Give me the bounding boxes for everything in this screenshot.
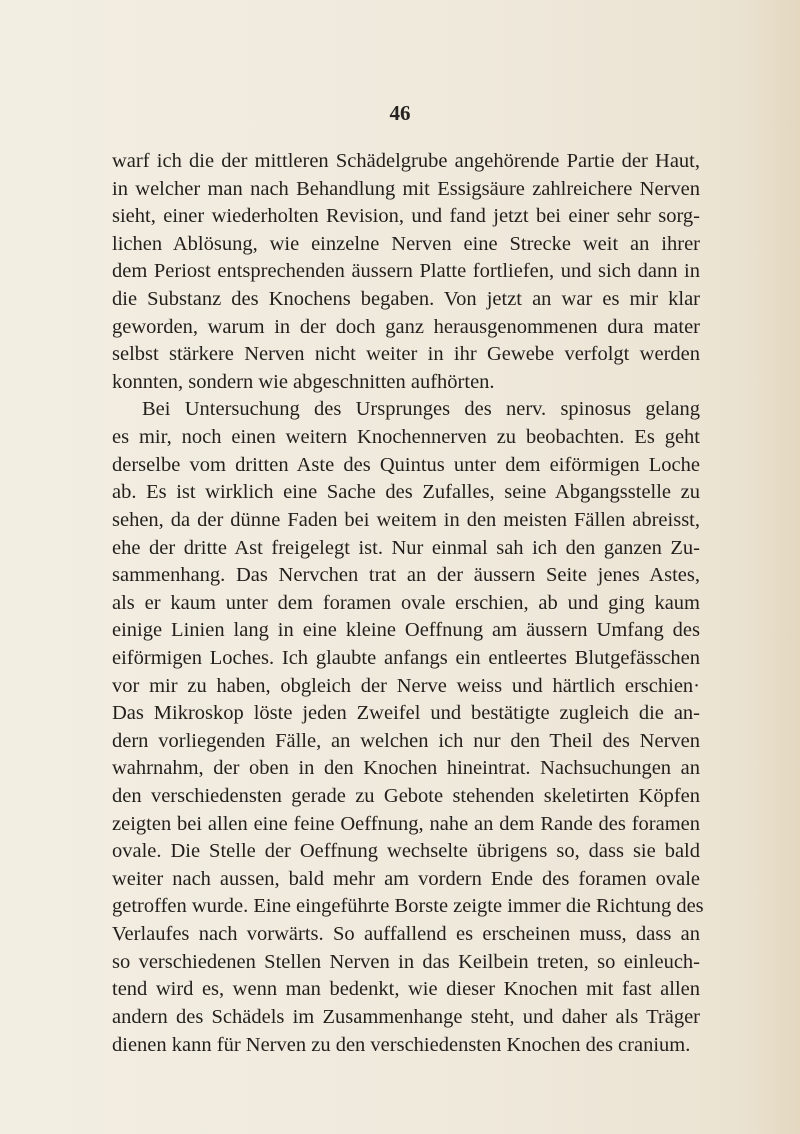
text-line: in welcher man nach Behandlung mit Essigsäure zahlreichere Nerven [112, 177, 700, 200]
text-line: sehen, da der dünne Faden bei weitem in den meisten Fällen abreisst, [112, 508, 700, 531]
body-text [112, 148, 704, 1059]
text-line: ab. Es ist wirklich eine Sache des Zufalles, seine Abgangsstelle zu [112, 481, 700, 504]
text-line: so verschiedenen Stellen Nerven in das Keilbein treten, so einleuch- [112, 950, 700, 973]
text-line: die Substanz des Knochens begaben. Von jetzt an war es mir klar [112, 288, 700, 311]
text-line: derselbe vom dritten Aste des Quintus unter dem eiförmigen Loche [112, 453, 700, 476]
text-line: zeigten bei allen eine feine Oeffnung, nahe an dem Rande des foramen [112, 812, 700, 835]
text-line: getroffen wurde. Eine eingeführte Borste zeigte immer die Richtung des [112, 895, 704, 918]
text-line: weiter nach aussen, bald mehr am vordern Ende des foramen ovale [112, 867, 700, 890]
text-line: geworden, warum in der doch ganz herausgenommenen dura mater [112, 315, 700, 338]
text-line: selbst stärkere Nerven nicht weiter in ihr Gewebe verfolgt werden [112, 343, 700, 366]
text-line: wahrnahm, der oben in den Knochen hineintrat. Nachsuchungen an [112, 757, 700, 780]
text-line: den verschiedensten gerade zu Gebote stehenden skeletirten Köpfen [112, 785, 700, 808]
text-line: sammenhang. Das Nervchen trat an der äussern Seite jenes Astes, [112, 564, 700, 587]
text-line: ovale. Die Stelle der Oeffnung wechselte übrigens so, dass sie bald [112, 840, 700, 863]
text-line: warf ich die der mittleren Schädelgrube angehörende Partie der Haut, [112, 150, 700, 172]
text-line: ehe der dritte Ast freigelegt ist. Nur einmal sah ich den ganzen Zu- [112, 536, 700, 559]
text-line: einige Linien lang in eine kleine Oeffnung am äussern Umfang des [112, 619, 700, 642]
text-line: Das Mikroskop löste jeden Zweifel und bestätigte zugleich die an- [112, 702, 700, 725]
text-line: Verlaufes nach vorwärts. So auffallend es erscheinen muss, dass an [112, 923, 700, 946]
text-line: dem Periost entsprechenden äussern Platte fortliefen, und sich dann in [112, 260, 700, 283]
paragraph-start-line: Bei Untersuchung des Ursprunges des nerv. spinosus gelang [142, 398, 700, 421]
text-line: es mir, noch einen weitern Knochennerven zu beobachten. Es geht [112, 426, 700, 449]
text-line: vor mir zu haben, obgleich der Nerve weiss und härtlich erschien· [112, 674, 700, 697]
text-line: sieht, einer wiederholten Revision, und fand jetzt bei einer sehr sorg- [112, 205, 700, 228]
text-line: als er kaum unter dem foramen ovale erschien, ab und ging kaum [112, 591, 700, 614]
page-number: 46 [389, 101, 411, 125]
paragraph-end-line: konnten, sondern wie abgeschnitten aufhörten. [112, 370, 495, 393]
text-line: lichen Ablösung, wie einzelne Nerven eine Strecke weit an ihrer [112, 232, 700, 255]
text-line: eiförmigen Loches. Ich glaubte anfangs ein entleertes Blutgefässchen [112, 646, 700, 669]
text-line: andern des Schädels im Zusammenhange steht, und daher als Träger [112, 1005, 700, 1028]
text-line: tend wird es, wenn man bedenkt, wie dieser Knochen mit fast allen [112, 978, 700, 1001]
paragraph-end-line: dienen kann für Nerven zu den verschiedensten Knochen des cranium. [112, 1033, 691, 1056]
text-line: dern vorliegenden Fälle, an welchen ich nur den Theil des Nerven [112, 729, 700, 752]
